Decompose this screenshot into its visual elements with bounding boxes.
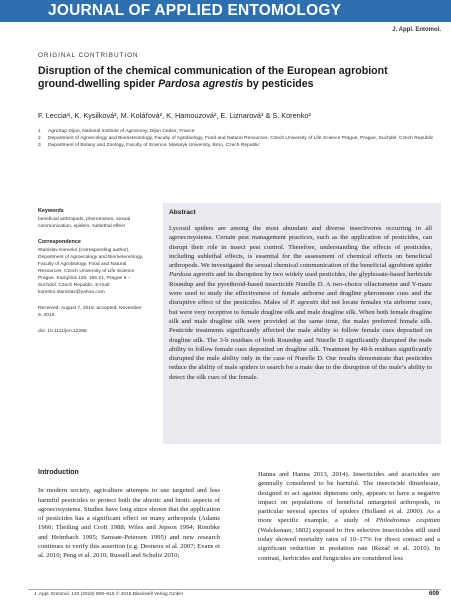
affiliation-text: Department of Botany and Zoology, Faculty of Science, Masaryk University, Brno, Czech Republic [48, 143, 260, 149]
received-dates: Received: August 7, 2015; accepted: November 9, 2015. [38, 306, 142, 318]
affiliation-1 [38, 128, 438, 135]
journal-banner: JOURNAL OF APPLIED ENTOMOLOGY [0, 0, 451, 22]
title-text-part2: by pesticides [243, 78, 314, 91]
received-block [38, 305, 146, 319]
introduction-heading: Introduction [38, 469, 79, 476]
doi-text[interactable]: doi: 10.1111/jen.12288 [38, 329, 87, 334]
title-species: Pardosa agrestis [158, 78, 244, 91]
keywords-text: beneficial arthropods, pheromones, sexual communication, spiders, sublethal effect [38, 217, 131, 229]
introduction-paragraph: In modern society, agriculture attempts to use targeted and less harmful pesticides to protect both the abiotic and biotic aspects of agroecosystems. Studies have long since shown that the application of pesticides has a significant effect on many arthropods (Adams 1960; Theiling and Croft 1988; Wiles and Jepson 1994; Römbke and Heimbach 1995; Samsøe-Petersen 1995) and new research continues to verify this assertion (e.g. Desneux et al. 2007; Evans et al. 2010; Peng et al. 2010; Russell and Schultz 2010; [38, 487, 220, 560]
affiliation-text: AgroSup Dijon, National Institute of Agronomy, Dijon Cedex, France [48, 129, 195, 134]
title-text-part1: Disruption of the chemical communication of the European agrobiont ground-dwelling spider [38, 65, 388, 91]
keywords-block [38, 208, 146, 230]
affiliation-number: 3 [38, 143, 41, 149]
body-text: (Walckenaer, 1802) exposed to five selective insecticides still used today showed mortality rates of 10–17% for direct contact and a significant reduction in predation rate (Rezáč et al. 2010). In contrast, herbicides and fungicides are considered less [258, 526, 440, 562]
correspondence-heading: Correspondence [38, 239, 81, 245]
footer-citation: J. Appl. Entomol. 140 (2016) 609–616 © 2015 Blackwell Verlag GmbH [34, 592, 183, 597]
abstract-box [163, 203, 441, 444]
affiliation-number: 2 [38, 136, 41, 142]
abstract-part: did not locate females via airborne cues, but were very receptive to female dragline silk and male dragline silk. When both female dragline silk and male dragline silk were provided at the same time, the males preferred female silk. Pesticide treatments significantly affected the male ability to follow female cues deposited on dragline silk. The 3-h residues of both Roundup and Nurelle D significantly disrupted the male ability to follow female cues deposited on dragline silk. Treatment by 48-h residues significantly disrupted the male ability only in the case of Nurelle D. Our results demonstrate that pesticides reduce the ability of male spiders to search for a mate due to the disruption of the male’s ability to detect the silk cues of the female. [169, 299, 433, 381]
affiliation-text: Department of Agroecology and Biometeorology, Faculty of Agrobiology, Food and Natural Resources, Czech University of Life Science Prague, Prague, Suchdol, Czech Republic [48, 136, 434, 142]
correspondence-block [38, 239, 146, 296]
body-species: Philodromus cespitum [375, 517, 441, 525]
abstract-text [169, 224, 432, 382]
affiliation-3 [38, 142, 438, 149]
section-label: ORIGINAL CONTRIBUTION [38, 52, 139, 59]
abstract-part: Lycosid spiders are among the most abundant and diverse insectivores occurring in all agroecosystems. Certain pest management practices, such as the application of pesticides, can disrupt their role in insect pest control. Therefore, understanding the effects of pesticides, including sublethal effects, is essential for the assessment of chemical effects on beneficial arthropods. We investigated the sexual chemical communication of the beneficial agrobiont spider [169, 225, 432, 270]
page-number: 609 [428, 591, 439, 597]
author-list: F. Leccia¹ʲ, K. Kysilková², M. Kolářová², K. Hamouzová², E. Liznarová³ & S. Korenko² [38, 111, 311, 120]
footer-divider [28, 589, 441, 590]
body-column-left [38, 468, 220, 561]
abstract-heading: Abstract [169, 209, 196, 216]
article-title [38, 65, 408, 91]
keywords-heading: Keywords [38, 208, 64, 214]
abstract-species: Pardosa agrestis [169, 271, 215, 279]
abstract-species: P. agrestis [290, 299, 319, 307]
body-text: Hanna and Hanna 2013, 2014). Insecticides and acaricides are generally considered to be harmful. The insecticide dimethoate, designed to act against dipterans only, appears to have a negative impact on populations of beneficial untargeted arthropods, in particular several species of spiders (Holland et al. 2000). As a more specific example, a study of [258, 471, 440, 525]
journal-short-name: J. Appl. Entomol. [392, 27, 441, 33]
affiliation-2 [38, 135, 438, 142]
correspondence-text: Stanislav Korenko (corresponding author), Department of Agroecology and Biometeorology, Faculty of Agrobiology, Food and Natural Resources, Czech University of Life Science Prague, Kamýcká 129, 165 21, Prague 6 – Suchdol, Czech Republic. E-mail: korenko.stanislav@yahoo.com [38, 248, 144, 295]
affiliation-number: 1 [38, 129, 41, 134]
abstract-part: and its disruption by two widely used pesticides, the glyphosate-based herbicide Roundup and the pyrethroid-based insecticide Nurelle D. A two-choice olfactometer and Y-maze were used to study the effectiveness of female airborne and dragline pheromone cues and the disruptive effect of the pesticides. Males of [169, 271, 432, 307]
affiliations [38, 128, 438, 150]
body-column-right [258, 470, 440, 563]
article-info-sidebar [38, 208, 146, 335]
